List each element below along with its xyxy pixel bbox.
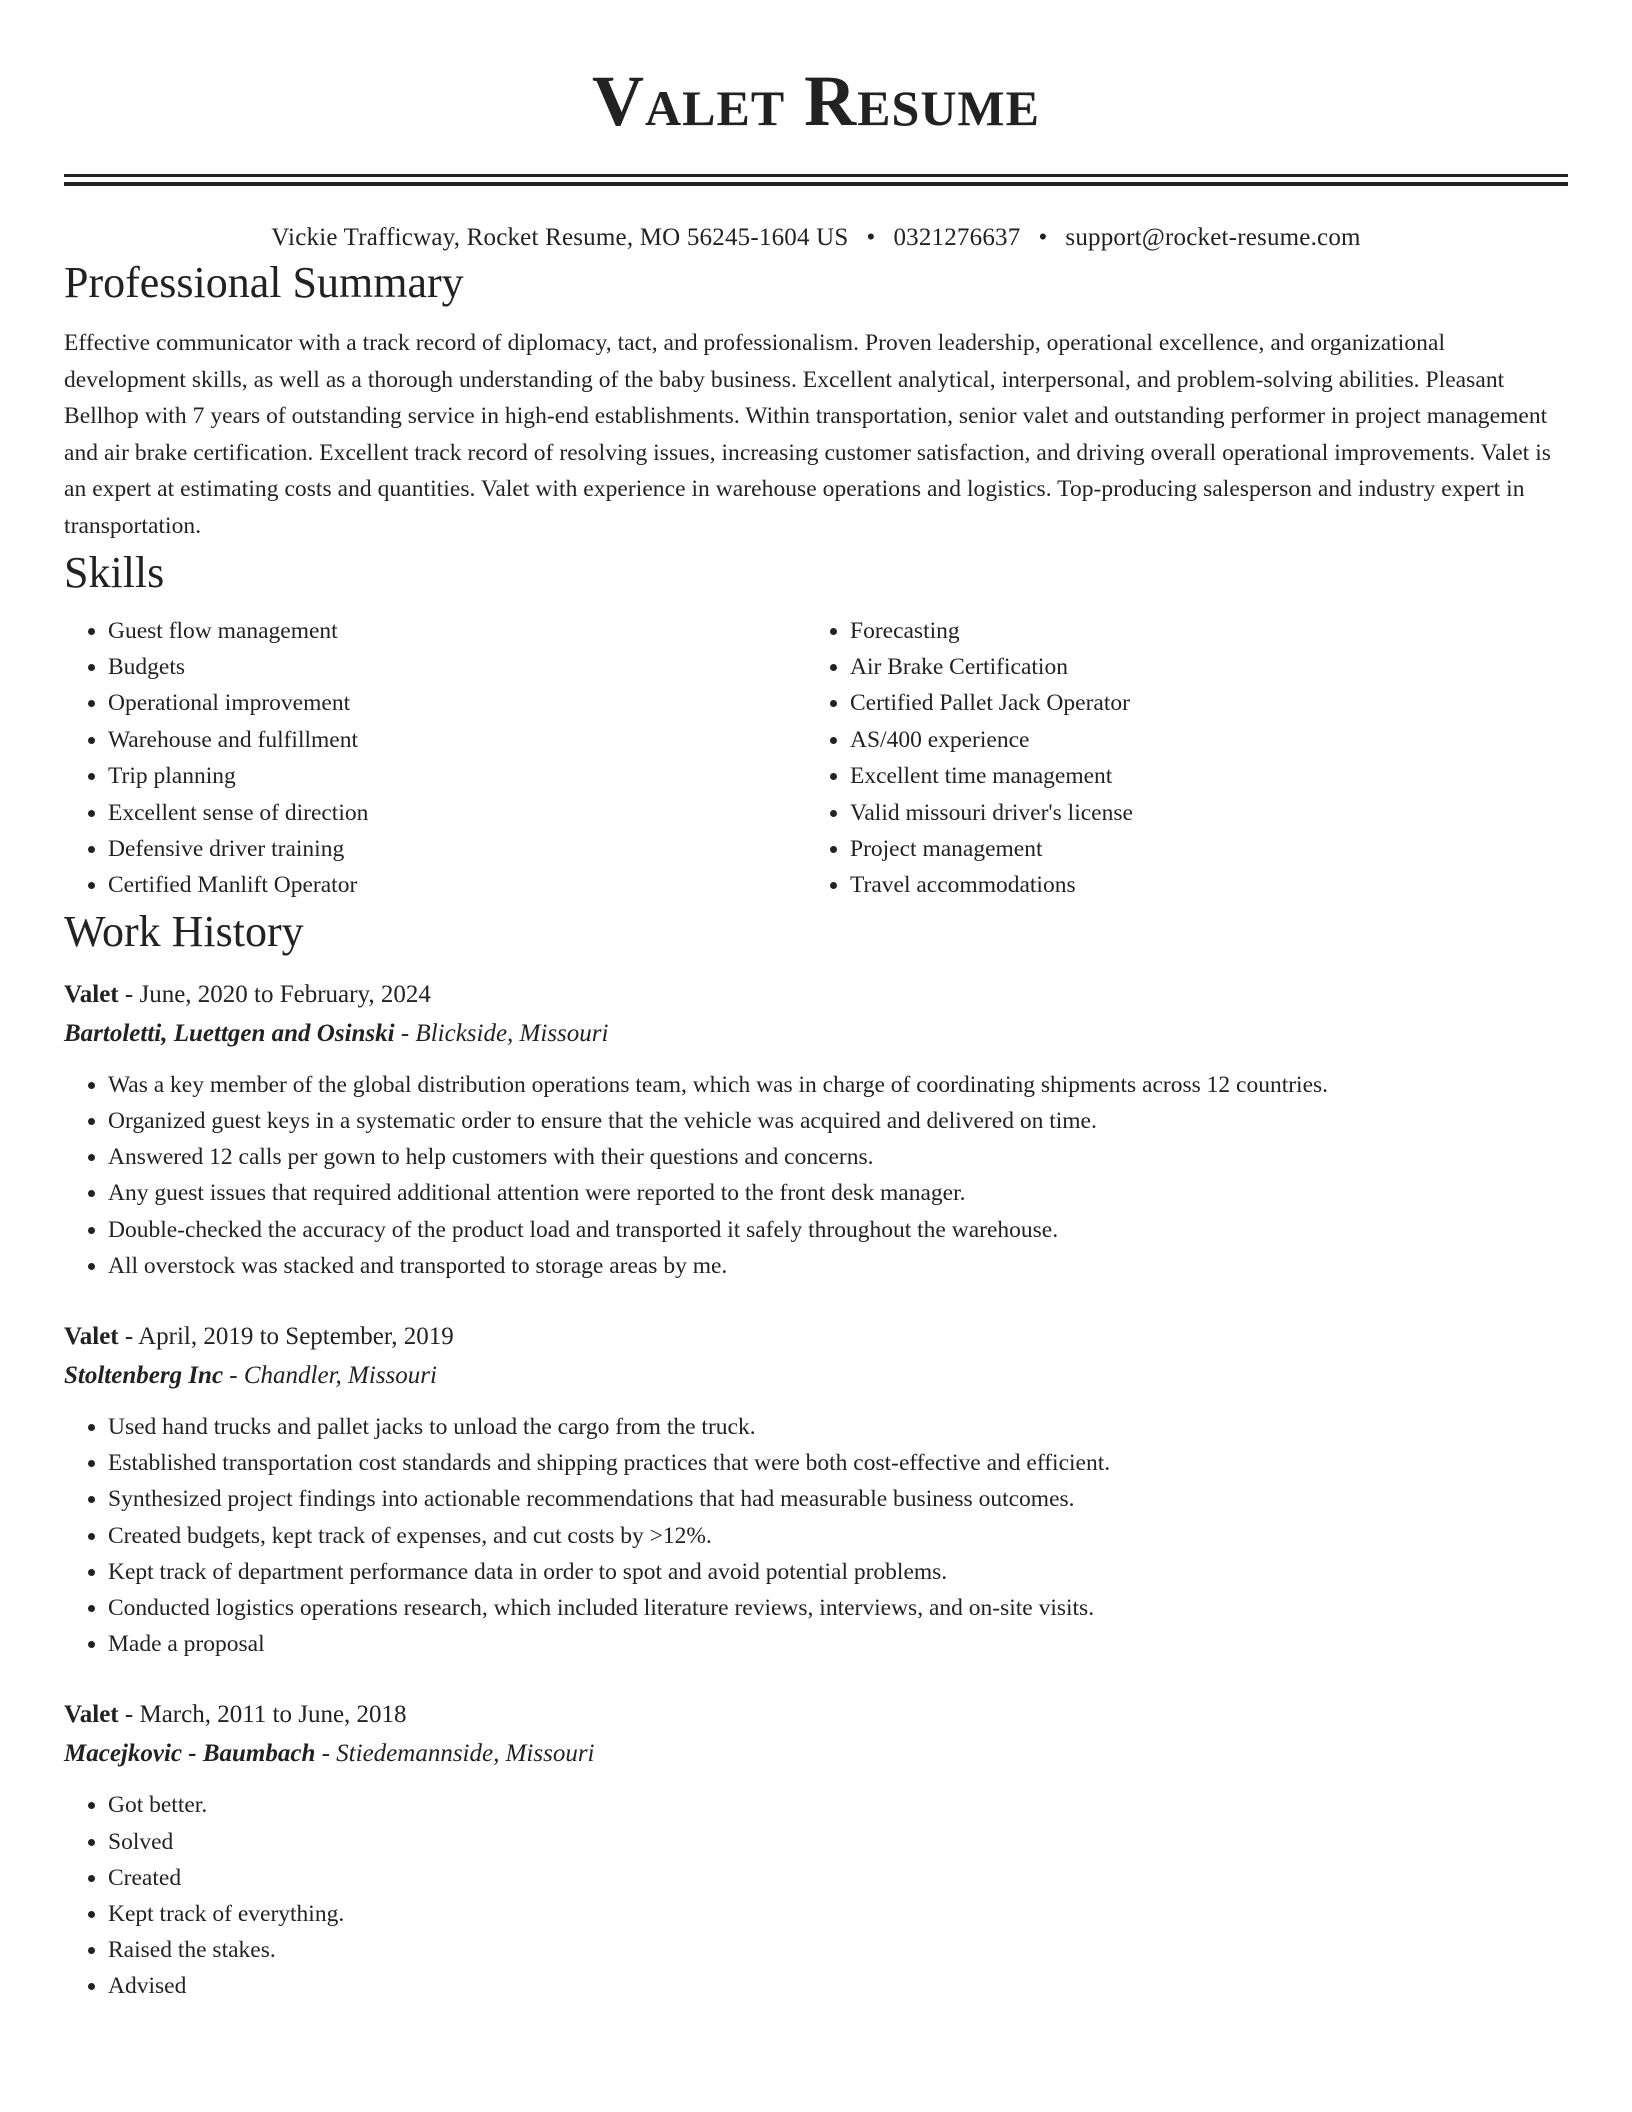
contact-email: support@rocket-resume.com <box>1065 224 1361 251</box>
company-location: - Stiedemannside, Missouri <box>315 1740 595 1768</box>
company-line <box>64 1015 1568 1053</box>
company-line <box>64 1357 1568 1395</box>
skill-item: • Excellent sense of direction <box>108 795 806 831</box>
skills-list-left <box>64 613 806 904</box>
duty-item: • Double-checked the accuracy of the product load and transported it safely throughout the warehouse. <box>108 1212 1568 1248</box>
job-title-line <box>64 1318 1568 1356</box>
skill-item: • Certified Manlift Operator <box>108 867 806 903</box>
duty-item: • Conducted logistics operations research, which included literature reviews, interviews, and on-site visits. <box>108 1590 1568 1626</box>
duty-item: • Answered 12 calls per gown to help customers with their questions and concerns. <box>108 1139 1568 1175</box>
skills-list-right <box>806 613 1548 904</box>
skill-item: • Forecasting <box>850 613 1548 649</box>
duty-item: • Created budgets, kept track of expenses, and cut costs by >12%. <box>108 1518 1568 1554</box>
duty-item: • Made a proposal <box>108 1626 1568 1662</box>
contact-line <box>64 221 1568 255</box>
duty-item: • Any guest issues that required additional attention were reported to the front desk manager. <box>108 1175 1568 1211</box>
company-name: Bartoletti, Luettgen and Osinski <box>64 1019 395 1047</box>
duty-item: • Advised <box>108 1968 1568 2004</box>
skills-heading: Skills <box>64 547 165 597</box>
duty-item: • Solved <box>108 1824 1568 1860</box>
job-dates: - June, 2020 to February, 2024 <box>118 980 431 1008</box>
job-title: Valet <box>64 980 119 1008</box>
job-title: Valet <box>64 1701 119 1729</box>
duty-item: • Organized guest keys in a systematic order to ensure that the vehicle was acquired and delivered on time. <box>108 1103 1568 1139</box>
summary-text: Effective communicator with a track record of diplomacy, tact, and professionalism. Proven leadership, operational excellence, and organizational development skills, as well as a thorough understanding of the baby business. Excellent analytical, interpersonal, and problem-solving abilities. Pleasant Bellhop with 7 years of outstanding service in high-end establishments. Within transportation, senior valet and outstanding performer in project management and air brake certification. Excellent track record of resolving issues, increasing customer satisfaction, and driving overall operational improvements. Valet is an expert at estimating costs and quantities. Valet with experience in warehouse operations and logistics. Top-producing salesperson and industry expert in transportation. <box>64 330 1551 539</box>
contact-separator: • <box>866 224 876 251</box>
duty-item: • Used hand trucks and pallet jacks to unload the cargo from the truck. <box>108 1409 1568 1445</box>
skill-item: • Travel accommodations <box>850 867 1548 903</box>
duty-item: • Kept track of department performance data in order to spot and avoid potential problems. <box>108 1554 1568 1590</box>
company-location: - Chandler, Missouri <box>223 1362 437 1390</box>
skill-item: • Trip planning <box>108 758 806 794</box>
job-entry <box>64 1318 1568 1662</box>
skill-item: • Warehouse and fulfillment <box>108 722 806 758</box>
duty-item: • Established transportation cost standards and shipping practices that were both cost-effective and efficient. <box>108 1445 1568 1481</box>
contact-address: Vickie Trafficway, Rocket Resume, MO 56245-1604 US <box>271 224 849 251</box>
duty-item: • Synthesized project findings into actionable recommendations that had measurable business outcomes. <box>108 1481 1568 1517</box>
skill-item: • AS/400 experience <box>850 722 1548 758</box>
company-location: - Blickside, Missouri <box>394 1019 609 1047</box>
skill-item: • Project management <box>850 831 1548 867</box>
skill-item: • Guest flow management <box>108 613 806 649</box>
duty-item: • Kept track of everything. <box>108 1896 1568 1932</box>
skill-item: • Certified Pallet Jack Operator <box>850 685 1548 721</box>
contact-phone: 0321276637 <box>893 224 1021 251</box>
company-name: Macejkovic - Baumbach <box>64 1740 316 1768</box>
job-duties-list <box>64 1067 1568 1284</box>
skill-item: • Valid missouri driver's license <box>850 795 1548 831</box>
job-dates: - April, 2019 to September, 2019 <box>118 1323 454 1351</box>
summary-heading: Professional Summary <box>64 258 464 307</box>
job-entry <box>64 976 1568 1284</box>
duty-item: • All overstock was stacked and transported to storage areas by me. <box>108 1248 1568 1284</box>
duty-item: • Created <box>108 1860 1568 1896</box>
duty-item: • Was a key member of the global distribution operations team, which was in charge of coordinating shipments across 12 countries. <box>108 1067 1568 1103</box>
job-title-line <box>64 976 1568 1014</box>
job-title: Valet <box>64 1323 119 1351</box>
company-line <box>64 1735 1568 1773</box>
skill-item: • Defensive driver training <box>108 831 806 867</box>
skill-item: • Excellent time management <box>850 758 1548 794</box>
skill-item: • Budgets <box>108 649 806 685</box>
contact-separator: • <box>1038 224 1048 251</box>
work-history-heading: Work History <box>64 906 304 956</box>
skills-columns <box>64 613 1568 904</box>
job-duties-list <box>64 1409 1568 1662</box>
duty-item: • Got better. <box>108 1787 1568 1823</box>
job-duties-list <box>64 1787 1568 2004</box>
duty-item: • Raised the stakes. <box>108 1932 1568 1968</box>
job-entry <box>64 1696 1568 2004</box>
resume-title: Valet Resume <box>592 61 1040 141</box>
job-title-line <box>64 1696 1568 1734</box>
skill-item: • Operational improvement <box>108 685 806 721</box>
job-dates: - March, 2011 to June, 2018 <box>118 1701 407 1729</box>
company-name: Stoltenberg Inc <box>64 1362 224 1390</box>
title-double-rule <box>64 174 1568 186</box>
skill-item: • Air Brake Certification <box>850 649 1548 685</box>
